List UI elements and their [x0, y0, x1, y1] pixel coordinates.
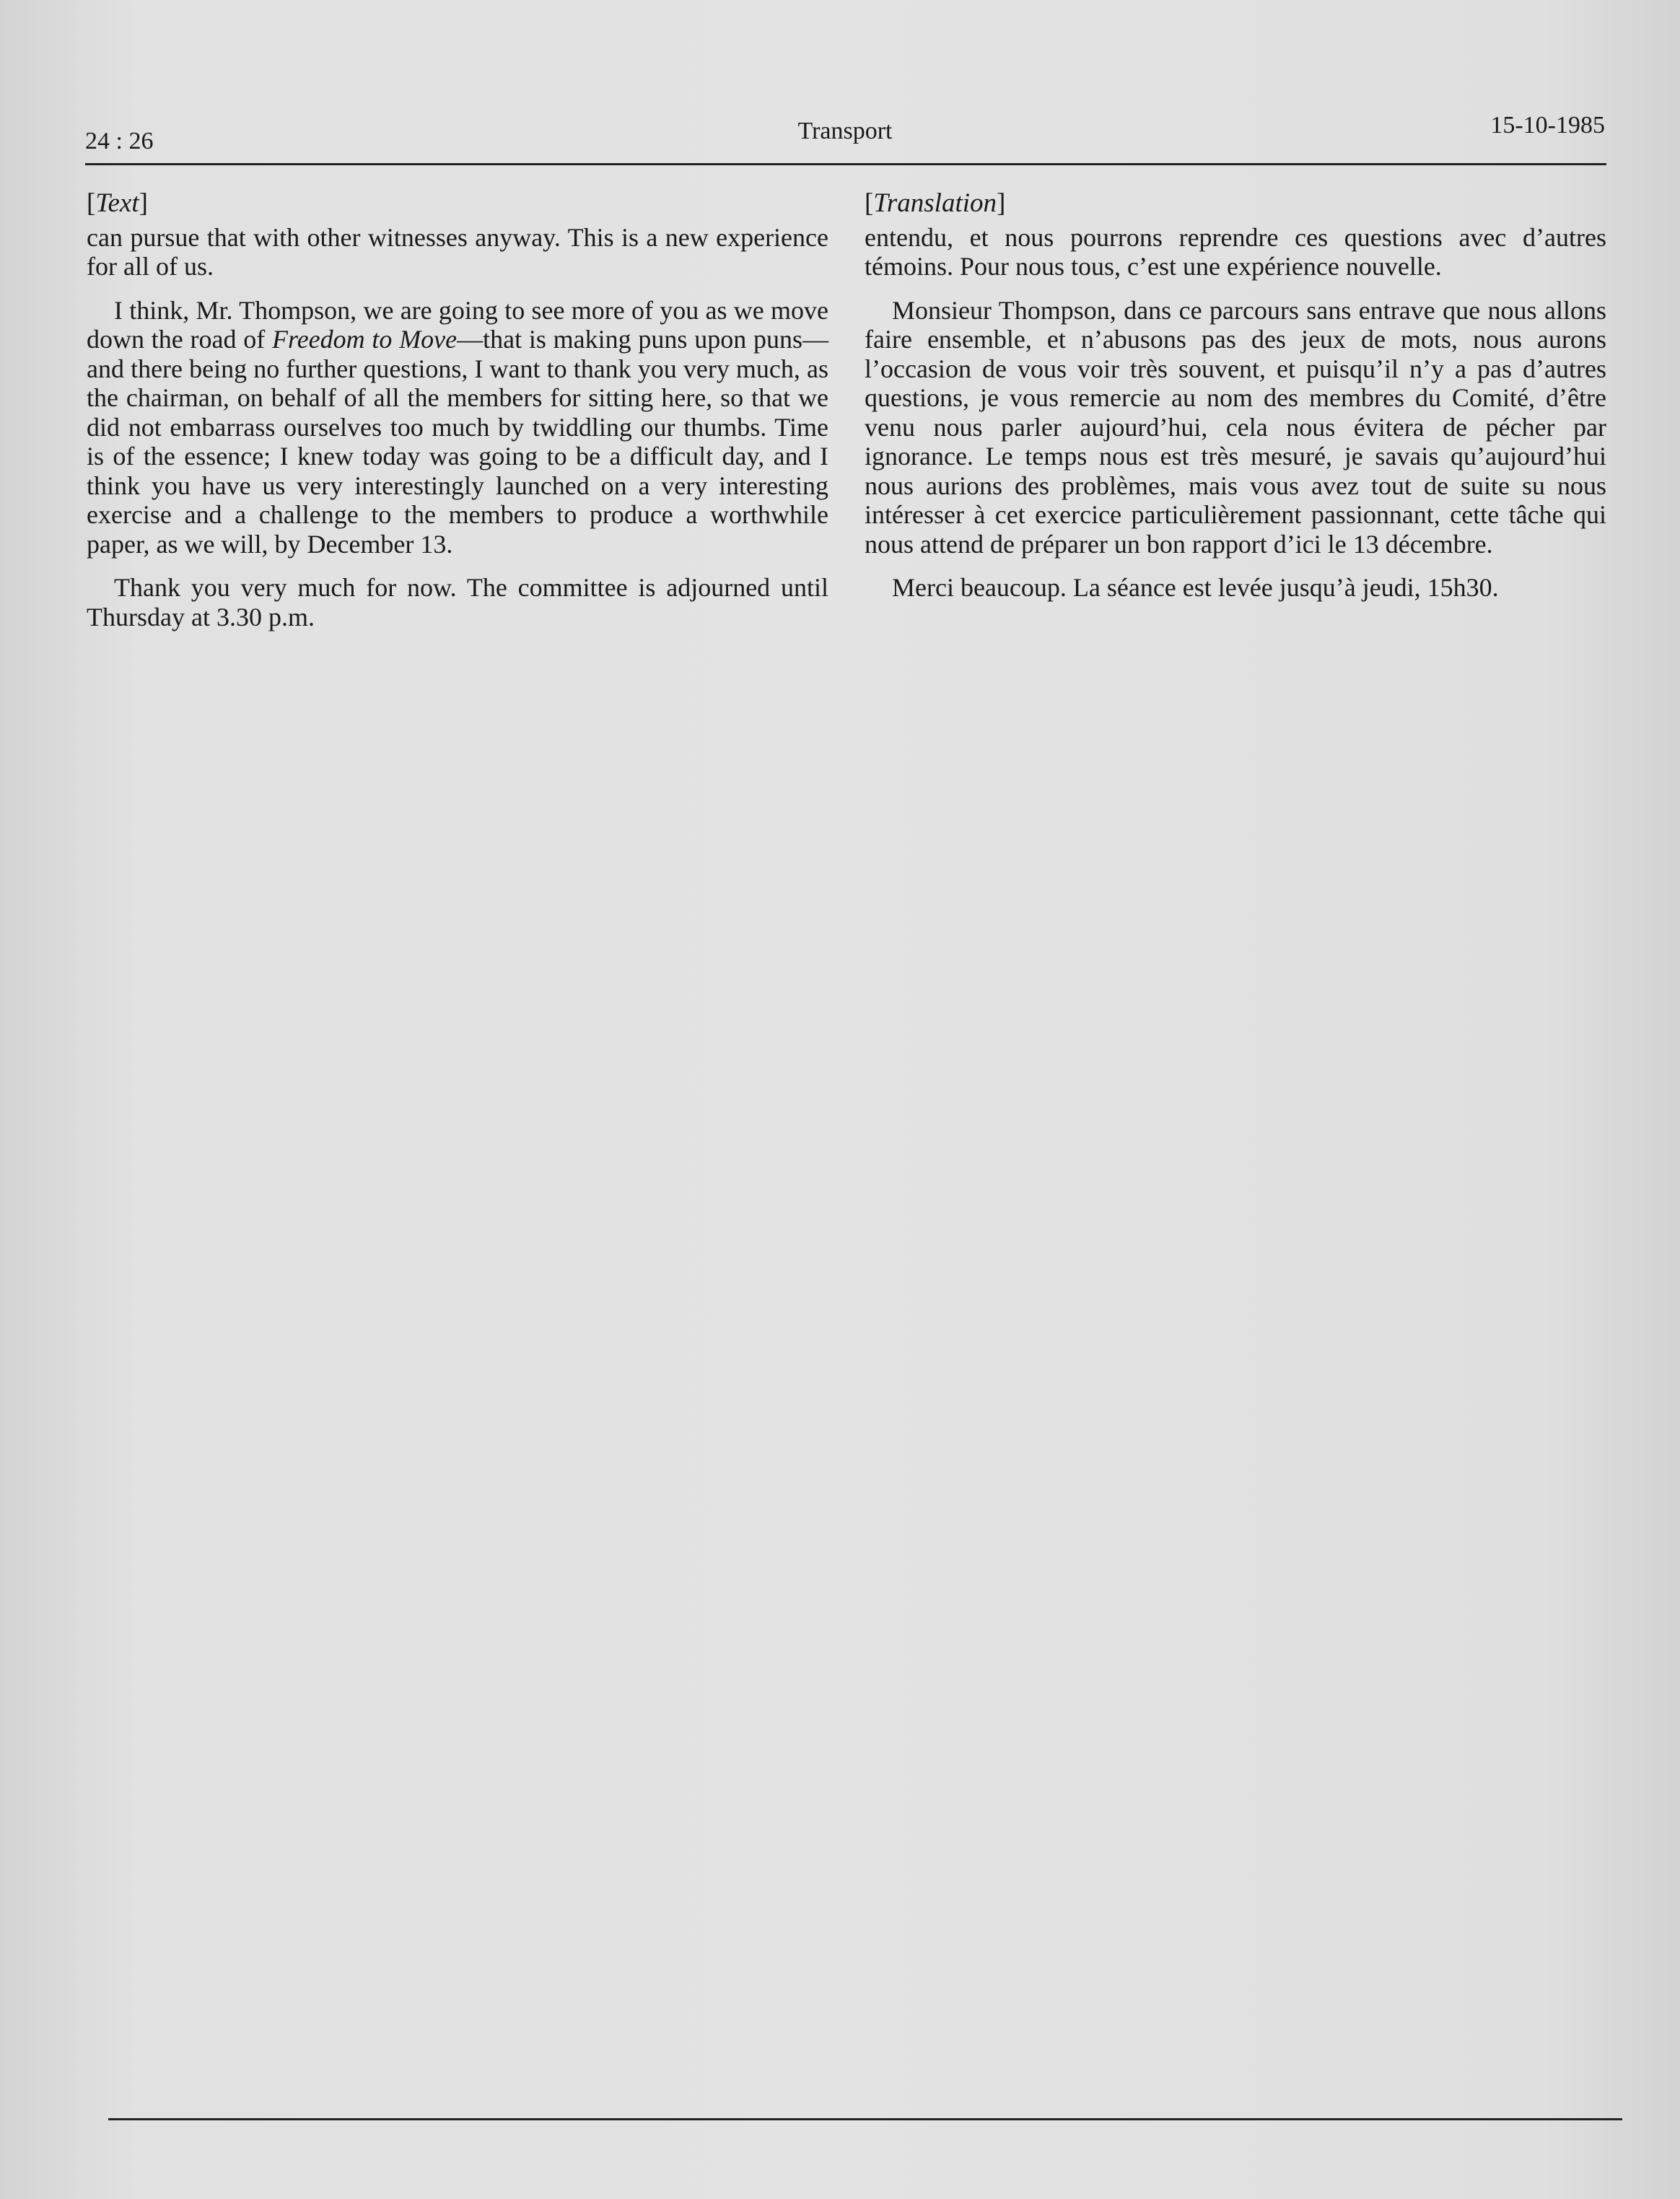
english-column	[87, 189, 828, 646]
header-date: 15-10-1985	[1490, 112, 1605, 139]
page-header	[85, 112, 1605, 157]
english-paragraph-1: can pursue that with other witnesses anyway. This is a new experience for all of us.	[87, 222, 828, 281]
french-paragraph-3: Merci beaucoup. La séance est levée jusqu’à jeudi, 15h30.	[892, 573, 1499, 602]
english-paragraph-3: Thank you very much for now. The committee is adjourned until Thursday at 3.30 p.m.	[87, 573, 828, 631]
text-tag-label: Text	[95, 188, 139, 218]
page-reference: 24 : 26	[85, 128, 154, 154]
running-title: Transport	[797, 118, 893, 144]
header-rule	[85, 163, 1606, 165]
english-paragraph-2-rest: —that is making puns upon puns—and there being no further questions, I want to thank you very much, as the chairman, on behalf of all the members for sitting here, so that we did not embarrass ourselves too much by twiddling our thumbs. Time is of the essence; I knew today was going to be a difficult day, and I think you have us very interestingly launched on a very interesting exercise and a challenge to the members to produce a worthwhile paper, as we will, by December 13.	[87, 325, 828, 559]
french-paragraph-2: Monsieur Thompson, dans ce parcours sans entrave que nous allons faire ensemble, et n’abusons pas des jeux de mots, nous aurons l’occasion de vous voir très souvent, et puisqu’il n’y a pas d’autres questions, je vous remercie au nom des membres du Comité, d’être venu nous parler aujourd’hui, cela nous évitera de pécher par ignorance. Le temps nous est très mesuré, je savais qu’aujourd’hui nous aurions des problèmes, mais vous avez tout de suite su nous intéresser à cet exercice particulièrement passionnant, cette tâche qui nous attend de préparer un bon rapport d’ici le 13 décembre.	[865, 295, 1606, 559]
footer-rule	[108, 2118, 1622, 2120]
text-tag: [Text]	[87, 188, 148, 218]
english-paragraph-2-start: I think, Mr. Thompson, we are going to see more of you as we move down the road of	[87, 295, 828, 354]
translation-tag: [Translation]	[865, 188, 1006, 218]
french-paragraph-1: entendu, et nous pourrons reprendre ces questions avec d’autres témoins. Pour nous tous, c’est une expérience nouvelle.	[865, 222, 1606, 281]
english-paragraph-2	[87, 296, 828, 559]
document-title-italic: Freedom to Move	[272, 325, 458, 354]
french-column	[865, 189, 1606, 617]
translation-tag-label: Translation	[873, 188, 997, 218]
